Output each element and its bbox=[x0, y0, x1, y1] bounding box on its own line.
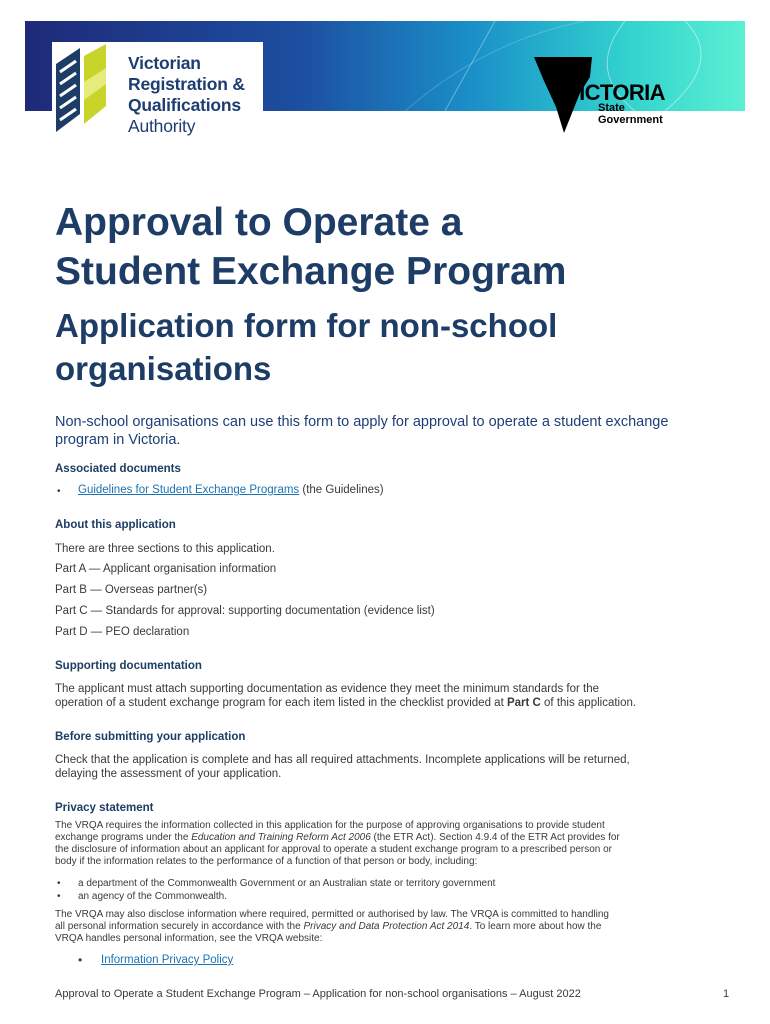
privacy-p1-line4: body if the information relates to the performance of a function of that person or body, including: bbox=[55, 856, 478, 867]
before-submitting-line2: delaying the assessment of your application. bbox=[55, 768, 282, 780]
supporting-line1: The applicant must attach supporting documentation as evidence they meet the minimum standards for the bbox=[55, 683, 599, 695]
supporting-paragraph bbox=[55, 682, 725, 710]
about-line: There are three sections to this application. bbox=[55, 543, 275, 555]
list-bullet: • bbox=[57, 486, 61, 497]
before-submitting-heading: Before submitting your application bbox=[55, 731, 246, 743]
privacy-paragraph-2 bbox=[55, 909, 725, 945]
privacy-p1-line3: the disclosure of information about an applicant for approval to operate a student exchange program to a prescribed person or bbox=[55, 844, 613, 855]
page-title bbox=[55, 198, 745, 296]
about-line: Part D — PEO declaration bbox=[55, 626, 190, 638]
vrqa-logo-line4: Authority bbox=[128, 116, 196, 136]
etr-act-title: Education and Training Reform Act 2006 bbox=[191, 832, 371, 843]
vrqa-logo-line3: Qualifications bbox=[128, 95, 241, 115]
supporting-line2-end: of this application. bbox=[540, 697, 637, 709]
privacy-paragraph-1 bbox=[55, 820, 725, 868]
about-line: Part A — Applicant organisation information bbox=[55, 563, 277, 575]
privacy-policy-item bbox=[101, 954, 233, 966]
vrqa-logo-line1: Victorian bbox=[128, 53, 201, 73]
vrqa-logo-line2: Registration & bbox=[128, 74, 245, 94]
pdp-act-title: Privacy and Data Protection Act 2014 bbox=[303, 921, 470, 932]
page-title-line1: Approval to Operate a bbox=[55, 201, 463, 244]
page-subtitle-line1: Application form for non-school bbox=[55, 307, 558, 344]
about-heading: About this application bbox=[55, 519, 176, 531]
about-line: Part B — Overseas partner(s) bbox=[55, 584, 208, 596]
guidelines-suffix: (the Guidelines) bbox=[299, 484, 384, 496]
privacy-policy-link[interactable]: Information Privacy Policy bbox=[101, 954, 234, 966]
privacy-heading: Privacy statement bbox=[55, 802, 154, 814]
intro-paragraph bbox=[55, 413, 725, 449]
guidelines-item bbox=[78, 484, 384, 496]
list-bullet: • bbox=[78, 953, 83, 967]
supporting-heading: Supporting documentation bbox=[55, 660, 202, 672]
privacy-p2-line1: The VRQA may also disclose information where required, permitted or authorised by law. The VRQA is committed to handling bbox=[55, 909, 609, 920]
privacy-p2-line2: all personal information securely in accordance with the bbox=[55, 921, 304, 932]
intro-line2: program in Victoria. bbox=[55, 432, 181, 448]
before-submitting-line1: Check that the application is complete and has all required attachments. Incomplete applications will be returned, bbox=[55, 754, 630, 766]
page-title-line2: Student Exchange Program bbox=[55, 250, 567, 293]
supporting-part-c: Part C bbox=[506, 697, 541, 709]
supporting-line2: operation of a student exchange program for each item listed in the checklist provided at bbox=[55, 697, 507, 709]
victoria-logo-word: VICTORIA bbox=[565, 80, 665, 105]
victoria-logo-subtitle bbox=[598, 102, 663, 126]
privacy-p2-line2-end: . To learn more about how the bbox=[469, 921, 602, 932]
list-bullet: • bbox=[57, 891, 61, 902]
page-subtitle bbox=[55, 304, 745, 390]
privacy-bullet: an agency of the Commonwealth. bbox=[78, 891, 227, 902]
privacy-p1-line2-end: (the ETR Act). Section 4.9.4 of the ETR Act provides for bbox=[370, 832, 620, 843]
privacy-p2-line3: VRQA handles personal information, see the VRQA website: bbox=[55, 933, 323, 944]
intro-line1: Non-school organisations can use this form to apply for approval to operate a student exchange bbox=[55, 414, 669, 430]
vrqa-logo-mark bbox=[54, 44, 108, 137]
privacy-p1-line2: exchange programs under the bbox=[55, 832, 192, 843]
victoria-logo-line2: Government bbox=[598, 114, 663, 126]
before-submitting-paragraph bbox=[55, 753, 725, 781]
privacy-p1-line1: The VRQA requires the information collected in this application for the purpose of approving organisations to provide student bbox=[55, 820, 605, 831]
page-subtitle-line2: organisations bbox=[55, 350, 272, 387]
privacy-bullet: a department of the Commonwealth Government or an Australian state or territory government bbox=[78, 878, 496, 889]
associated-documents-heading: Associated documents bbox=[55, 463, 181, 475]
guidelines-link[interactable]: Guidelines for Student Exchange Programs bbox=[78, 484, 300, 496]
victoria-logo-line1: State bbox=[598, 102, 625, 114]
about-line: Part C — Standards for approval: supporting documentation (evidence list) bbox=[55, 605, 435, 617]
vrqa-logo bbox=[52, 42, 263, 139]
page-number: 1 bbox=[723, 988, 730, 1000]
footer-text: Approval to Operate a Student Exchange Program – Application for non-school organisations – August 2022 bbox=[55, 988, 581, 1000]
list-bullet: • bbox=[57, 878, 61, 889]
vrqa-logo-text bbox=[128, 53, 245, 137]
